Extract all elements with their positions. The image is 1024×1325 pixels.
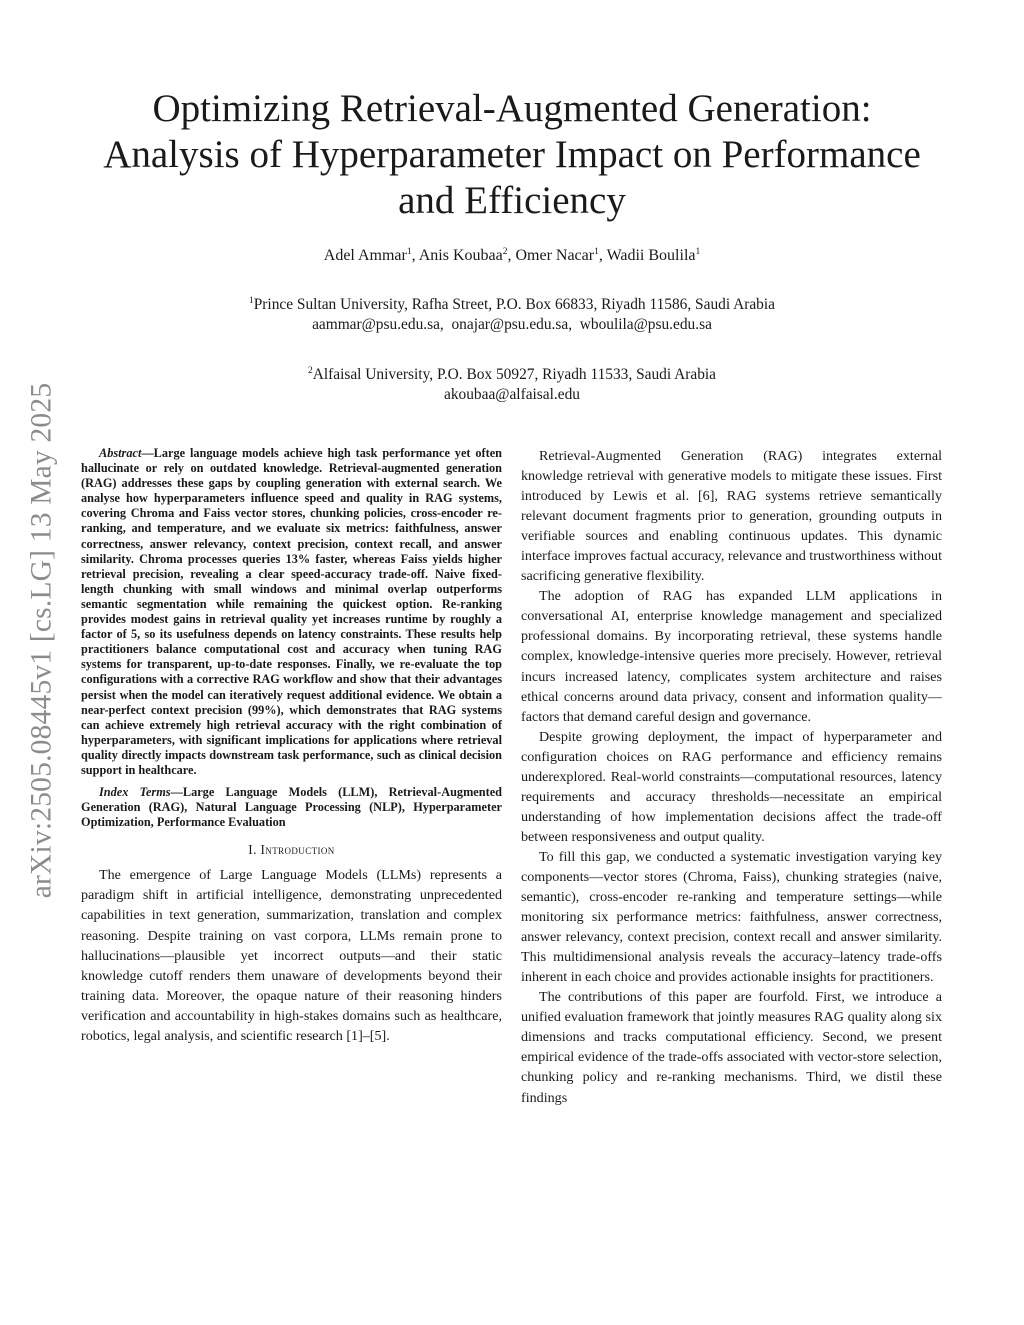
paragraph: Despite growing deployment, the impact of hyperparameter and configuration choices on RAG performance and efficiency remains underexplored. Real-world constraints—computational resources, latency requirements and accuracy thresholds—necessitate an empirical understanding of how implementation decisions affect the trade-off between responsiveness and output quality. (521, 728, 942, 845)
author-list: Adel Ammar$^1$, Anis Koubaa$^2$, Omer Nacar$^1$, Wadii Boulila$^1$ (323, 247, 701, 264)
affiliation-block (0, 295, 1024, 335)
affiliation-block (0, 365, 1024, 405)
index-terms-text: Large Language Models (LLM), Retrieval-Augmented Generation (RAG), Natural Language Processing (NLP), Hyperparameter Optimization, Performance Evaluation (81, 785, 502, 830)
author-affiliation-mark: 1 (594, 247, 599, 257)
section-number: I. (248, 842, 257, 858)
affiliation-number: 2 (307, 366, 313, 376)
paragraph: The contributions of this paper are fourfold. First, we introduce a unified evaluation framework that jointly measures RAG quality along six dimensions and tracks computational efficiency. Second, we present empirical evidence of the trade-offs associated with vector-store selection, chunking policy and re-ranking mechanisms. Third, we distil these findings (521, 989, 942, 1106)
paper-title (60, 86, 964, 224)
title-line: Analysis of Hyperparameter Impact on Performance (103, 133, 921, 176)
affiliation-emails: aammar@psu.edu.sa, onajar@psu.edu.sa, wboulila@psu.edu.sa (312, 316, 712, 333)
author-name: Wadii Boulila (606, 247, 696, 264)
index-terms: Index Terms—Large Language Models (LLM), Retrieval-Augmented Generation (RAG), Natural Language Processing (NLP), Hyperparameter Optimization, Performance Evaluation (81, 785, 502, 830)
arxiv-stamp-text: arXiv:2505.08445v1 [cs.LG] 13 May 2025 (25, 382, 58, 898)
index-terms-lead: Index Terms (99, 785, 171, 800)
paragraph: Retrieval-Augmented Generation (RAG) integrates external knowledge retrieval with generative models to mitigate these issues. First introduced by Lewis et al. [6], RAG systems retrieve semantically relevant document fragments prior to generation, grounding outputs in verifiable sources and enabling continuous updates. This dynamic interface improves factual accuracy, relevance and trustworthiness without sacrificing generative flexibility. (521, 448, 942, 585)
section-title: Introduction (260, 842, 335, 858)
title-line: and Efficiency (398, 179, 626, 222)
left-column (81, 446, 502, 1046)
abstract-text: Large language models achieve high task performance yet often hallucinate or rely on outdated knowledge. Retrieval-augmented generation (RAG) addresses these gaps by coupling generation with external search. We analyse how hyperparameters influence speed and quality in RAG systems, covering Chroma and Faiss vector stores, chunking policies, cross-encoder re-ranking, and temperature, and we evaluate six metrics: faithfulness, answer correctness, answer relevancy, context precision, context recall, and answer similarity. Chroma processes queries 13% faster, whereas Faiss yields higher retrieval precision, revealing a clear speed-accuracy trade-off. Naive fixed-length chunking with small windows and minimal overlap outperforms semantic segmentation while remaining the quickest option. Re-ranking provides modest gains in retrieval quality yet increases runtime by roughly a factor of 5, so its usefulness depends on latency constraints. These results help practitioners balance computational cost and accuracy when tuning RAG systems for transparent, up-to-date responses. Finally, we re-evaluate the top configurations with a corrective RAG workflow and show that their advantages persist when the model can iteratively request additional evidence. We obtain a near-perfect context precision (99%), which demonstrates that RAG systems can achieve extremely high retrieval accuracy with the right combination of hyperparameters, with significant implications for applications where retrieval quality directly impacts downstream task performance, such as clinical decision support in healthcare. (81, 446, 502, 777)
affiliation-address: Prince Sultan University, Rafha Street, P.O. Box 66833, Riyadh 11586, Saudi Arabia (253, 296, 775, 313)
abstract: Abstract—Large language models achieve high task performance yet often hallucinate or rely on outdated knowledge. Retrieval-augmented generation (RAG) addresses these gaps by coupling generation with external search. We analyse how hyperparameters influence speed and quality in RAG systems, covering Chroma and Faiss vector stores, chunking policies, cross-encoder re-ranking, and temperature, and we evaluate six metrics: faithfulness, answer correctness, answer relevancy, context precision, context recall, and answer similarity. Chroma processes queries 13% faster, whereas Faiss yields higher retrieval precision, revealing a clear speed-accuracy trade-off. Naive fixed-length chunking with small windows and minimal overlap outperforms semantic segmentation while remaining the quickest option. Re-ranking provides modest gains in retrieval quality yet increases runtime by roughly a factor of 5, so its usefulness depends on latency constraints. These results help practitioners balance computational cost and accuracy when tuning RAG systems for transparent, up-to-date responses. Finally, we re-evaluate the top configurations with a corrective RAG workflow and show that their advantages persist when the model can iteratively request additional evidence. We obtain a near-perfect context precision (99%), which demonstrates that RAG systems can achieve extremely high retrieval accuracy with the right combination of hyperparameters, with significant implications for applications where retrieval quality directly impacts downstream task performance, such as clinical decision support in healthcare. (81, 446, 502, 777)
paragraph: The adoption of RAG has expanded LLM applications in conversational AI, enterprise knowledge management and specialized professional domains. By incorporating retrieval, these systems handle complex, knowledge-intensive queries more precisely. However, retrieval incurs increased latency, complicates system architecture and raises ethical concerns around data privacy, consent and information quality—factors that demand careful design and governance. (521, 588, 942, 725)
author-affiliation-mark: 1 (695, 247, 701, 257)
affiliation-number: 1 (249, 296, 254, 306)
title-line: Optimizing Retrieval-Augmented Generation: (152, 87, 872, 130)
section-heading-introduction (81, 840, 502, 860)
arxiv-identifier-stamp (18, 340, 66, 940)
author-name: Adel Ammar (323, 247, 407, 264)
author-affiliation-mark: 2 (502, 247, 508, 257)
abstract-lead: Abstract (99, 446, 142, 460)
author-name: Omer Nacar (515, 247, 595, 264)
author-name: Anis Koubaa (418, 247, 503, 264)
right-column (521, 446, 942, 1108)
affiliation-emails: akoubaa@alfaisal.edu (444, 386, 580, 403)
paragraph: The emergence of Large Language Models (LLMs) represents a paradigm shift in artificial intelligence, demonstrating unprecedented capabilities in text generation, summarization, translation and complex reasoning. Despite training on vast corpora, LLMs remain prone to hallucinations—plausible yet incorrect outputs—and their static knowledge cutoff renders them unaware of developments beyond their training data. Moreover, the opaque nature of their reasoning hinders verification and accountability in high-stakes domains such as healthcare, robotics, legal analysis, and scientific research [1]–[5]. (81, 867, 502, 1044)
affiliation-address: Alfaisal University, P.O. Box 50927, Riyadh 11533, Saudi Arabia (312, 366, 716, 383)
author-affiliation-mark: 1 (406, 247, 412, 257)
paragraph: To fill this gap, we conducted a systematic investigation varying key components—vector stores (Chroma, Faiss), chunking strategies (naive, semantic), cross-encoder re-ranking and temperature settings—while monitoring six performance metrics: faithfulness, answer correctness, answer relevancy, context precision, context recall and answer similarity. This multidimensional analysis reveals the accuracy–latency trade-offs inherent in each choice and provides actionable insights for practitioners. (521, 848, 942, 986)
